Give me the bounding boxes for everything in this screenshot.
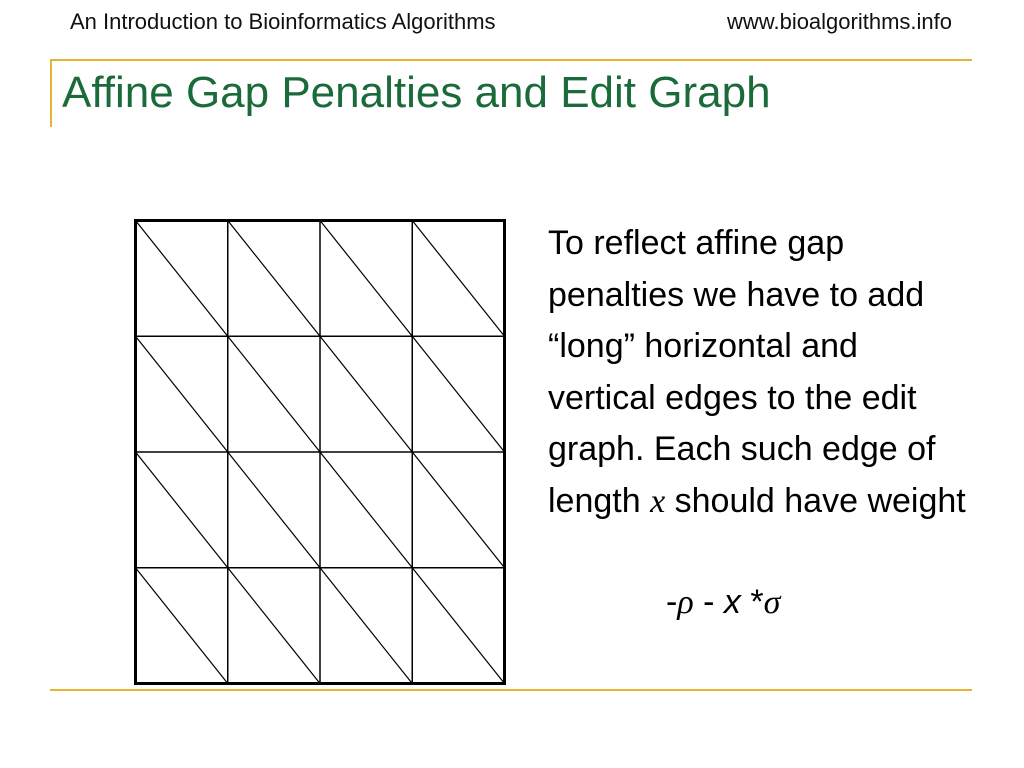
formula-minus-2: -: [693, 583, 724, 621]
rho-symbol: ρ: [677, 584, 694, 621]
edit-graph: [134, 219, 506, 685]
length-variable: x: [650, 482, 666, 520]
diagonal-edge: [136, 452, 228, 568]
diagonal-edge: [412, 336, 504, 452]
diagonal-edge: [412, 452, 504, 568]
bottom-rule: [50, 689, 972, 691]
diagonal-edge: [228, 336, 320, 452]
diagonal-edge: [228, 568, 320, 684]
slide-title: Affine Gap Penalties and Edit Graph: [62, 68, 771, 117]
diagonal-edge: [320, 221, 412, 337]
website-url: www.bioalgorithms.info: [727, 9, 952, 34]
sigma-symbol: σ: [763, 584, 781, 621]
diagonal-edge: [320, 336, 412, 452]
diagonal-edge: [320, 452, 412, 568]
diagonal-edge: [228, 221, 320, 337]
gap-weight-formula: [666, 583, 780, 622]
body-text: [548, 218, 968, 527]
formula-minus: -: [666, 583, 678, 621]
diagonal-edge: [412, 221, 504, 337]
formula-x: x: [723, 583, 741, 621]
course-title: An Introduction to Bioinformatics Algorithms: [70, 9, 496, 34]
diagonal-edge: [320, 568, 412, 684]
diagonal-edge: [412, 568, 504, 684]
top-rule: [50, 59, 972, 61]
diagonal-edge: [136, 336, 228, 452]
body-text-tail: should have weight: [674, 481, 966, 520]
left-rule: [50, 59, 52, 127]
diagonal-edge: [136, 221, 228, 337]
body-text-main: To reflect affine gap penalties we have to add “long” horizontal and vertical edges to the edit graph. Each such edge of length: [548, 224, 936, 520]
formula-times: *: [740, 583, 764, 621]
diagonal-edge: [228, 452, 320, 568]
diagonal-edge: [136, 568, 228, 684]
